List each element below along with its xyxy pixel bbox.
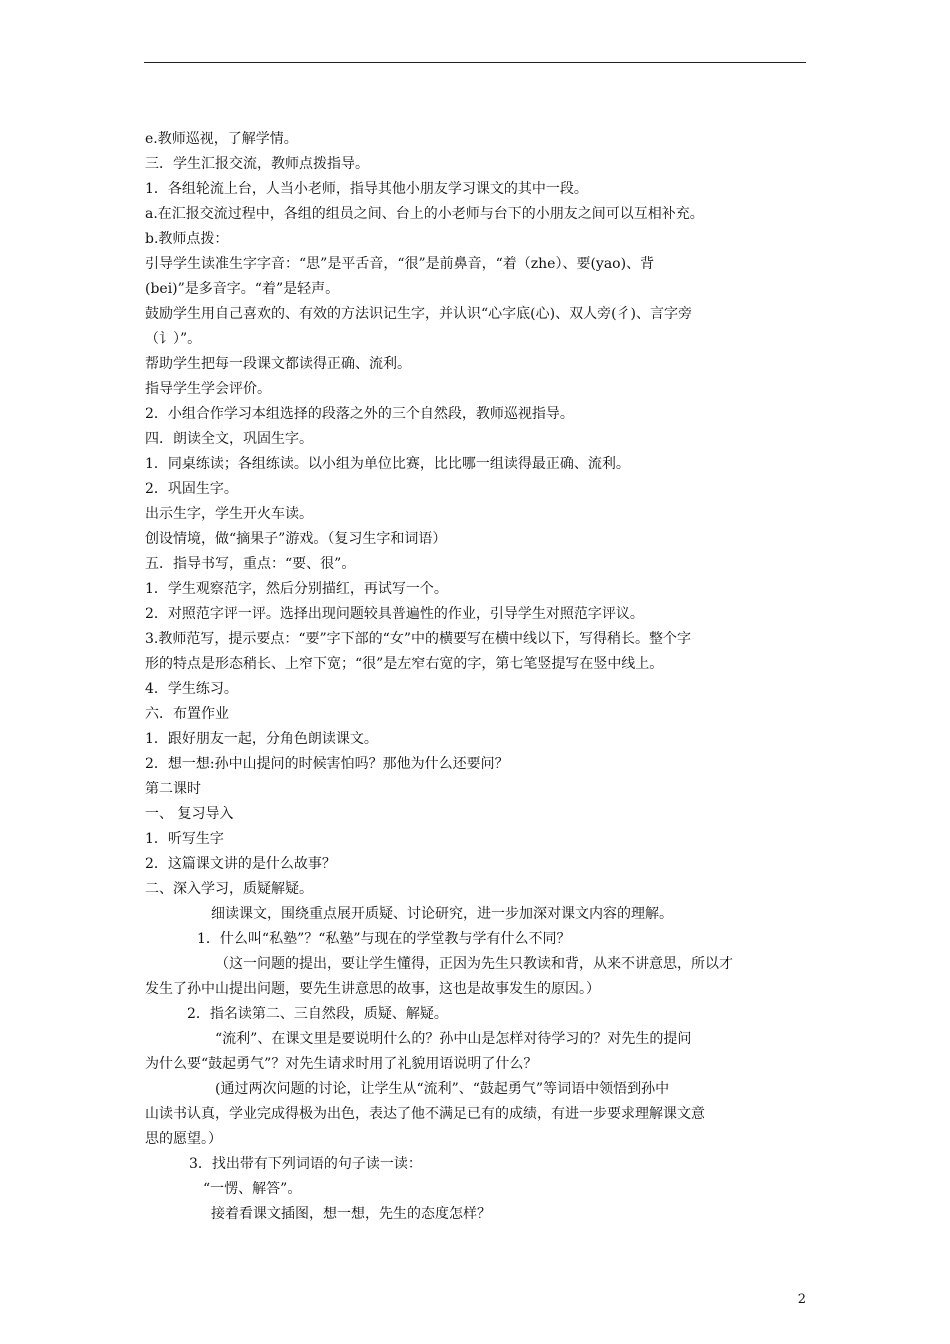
text-line: e.教师巡视，了解学情。 bbox=[145, 131, 298, 147]
text-line: 二、深入学习，质疑解疑。 bbox=[145, 881, 313, 897]
text-line: 形的特点是形态稍长、上窄下宽；“很”是左窄右宽的字，第七笔竖提写在竖中线上。 bbox=[145, 656, 664, 672]
text-line: （讠）”。 bbox=[145, 331, 202, 347]
text-line: 四．朗读全文，巩固生字。 bbox=[145, 431, 313, 447]
text-line: 2．想一想:孙中山提问的时候害怕吗？那他为什么还要问？ bbox=[145, 756, 509, 772]
text-line: 三．学生汇报交流，教师点拨指导。 bbox=[145, 156, 369, 172]
text-line: 一、 复习导入 bbox=[145, 806, 234, 822]
text-line: 第二课时 bbox=[145, 781, 201, 797]
text-line: 接着看课文插图，想一想，先生的态度怎样？ bbox=[211, 1206, 491, 1222]
text-line: “一愣、解答”。 bbox=[203, 1181, 302, 1197]
text-line: 鼓励学生用自己喜欢的、有效的方法识记生字，并认识“心字底(心)、双人旁(彳)、言字旁 bbox=[145, 306, 693, 322]
text-line: 1．学生观察范字，然后分别描红，再试写一个。 bbox=[145, 581, 448, 597]
text-line: 4．学生练习。 bbox=[145, 681, 238, 697]
text-line: a.在汇报交流过程中，各组的组员之间、台上的小老师与台下的小朋友之间可以互相补充。 bbox=[145, 206, 704, 222]
text-line: 六．布置作业 bbox=[145, 706, 229, 722]
text-line: (通过两次问题的讨论，让学生从“流利”、“鼓起勇气”等词语中领悟到孙中 bbox=[215, 1081, 670, 1097]
text-line: 2．这篇课文讲的是什么故事？ bbox=[145, 856, 336, 872]
text-line: 发生了孙中山提出问题，要先生讲意思的故事，这也是故事发生的原因。） bbox=[145, 981, 600, 997]
text-line: 1．什么叫“私塾”？“私塾”与现在的学堂教与学有什么不同？ bbox=[197, 931, 571, 947]
text-line: 3.教师范写，提示要点：“要”字下部的“女”中的横要写在横中线以下，写得稍长。整个字 bbox=[145, 631, 691, 647]
text-line: 出示生字，学生开火车读。 bbox=[145, 506, 313, 522]
text-line: 五．指导书写，重点：“要、很”。 bbox=[145, 556, 356, 572]
text-line: 为什么要“鼓起勇气”？对先生请求时用了礼貌用语说明了什么？ bbox=[145, 1056, 538, 1072]
text-line: 1．同桌练读；各组练读。以小组为单位比赛，比比哪一组读得最正确、流利。 bbox=[145, 456, 630, 472]
text-line: 引导学生读准生字字音：“思”是平舌音，“很”是前鼻音，“着（zhe）、要(yao)、背 bbox=[145, 256, 655, 272]
text-line: 创设情境，做“摘果子”游戏。（复习生字和词语） bbox=[145, 531, 447, 547]
text-line: 山读书认真，学业完成得极为出色，表达了他不满足已有的成绩，有进一步要求理解课文意 bbox=[145, 1106, 705, 1122]
text-line: 细读课文，围绕重点展开质疑、讨论研究，进一步加深对课文内容的理解。 bbox=[211, 906, 673, 922]
text-line: 3．找出带有下列词语的句子读一读： bbox=[189, 1156, 422, 1172]
text-line: 2．对照范字评一评。选择出现问题较具普遍性的作业，引导学生对照范字评议。 bbox=[145, 606, 644, 622]
text-line: 思的愿望。） bbox=[145, 1131, 222, 1147]
text-line: “流利”、在课文里是要说明什么的？孙中山是怎样对待学习的？对先生的提问 bbox=[215, 1031, 692, 1047]
text-line: 1．听写生字 bbox=[145, 831, 224, 847]
text-line: b.教师点拨： bbox=[145, 231, 229, 247]
text-line: （这一问题的提出，要让学生懂得，正因为先生只教读和背，从来不讲意思，所以才 bbox=[215, 956, 733, 972]
text-line: (bei)”是多音字。“着”是轻声。 bbox=[145, 281, 340, 297]
page-number: 2 bbox=[797, 1292, 806, 1307]
text-line: 2．小组合作学习本组选择的段落之外的三个自然段，教师巡视指导。 bbox=[145, 406, 574, 422]
text-line: 帮助学生把每一段课文都读得正确、流利。 bbox=[145, 356, 411, 372]
text-line: 2．指名读第二、三自然段，质疑、解疑。 bbox=[187, 1006, 448, 1022]
text-line: 2．巩固生字。 bbox=[145, 481, 238, 497]
document-body bbox=[145, 127, 810, 1227]
text-line: 指导学生学会评价。 bbox=[145, 381, 271, 397]
header-rule bbox=[144, 62, 806, 63]
text-line: 1．各组轮流上台，人当小老师，指导其他小朋友学习课文的其中一段。 bbox=[145, 181, 588, 197]
text-line: 1．跟好朋友一起，分角色朗读课文。 bbox=[145, 731, 378, 747]
